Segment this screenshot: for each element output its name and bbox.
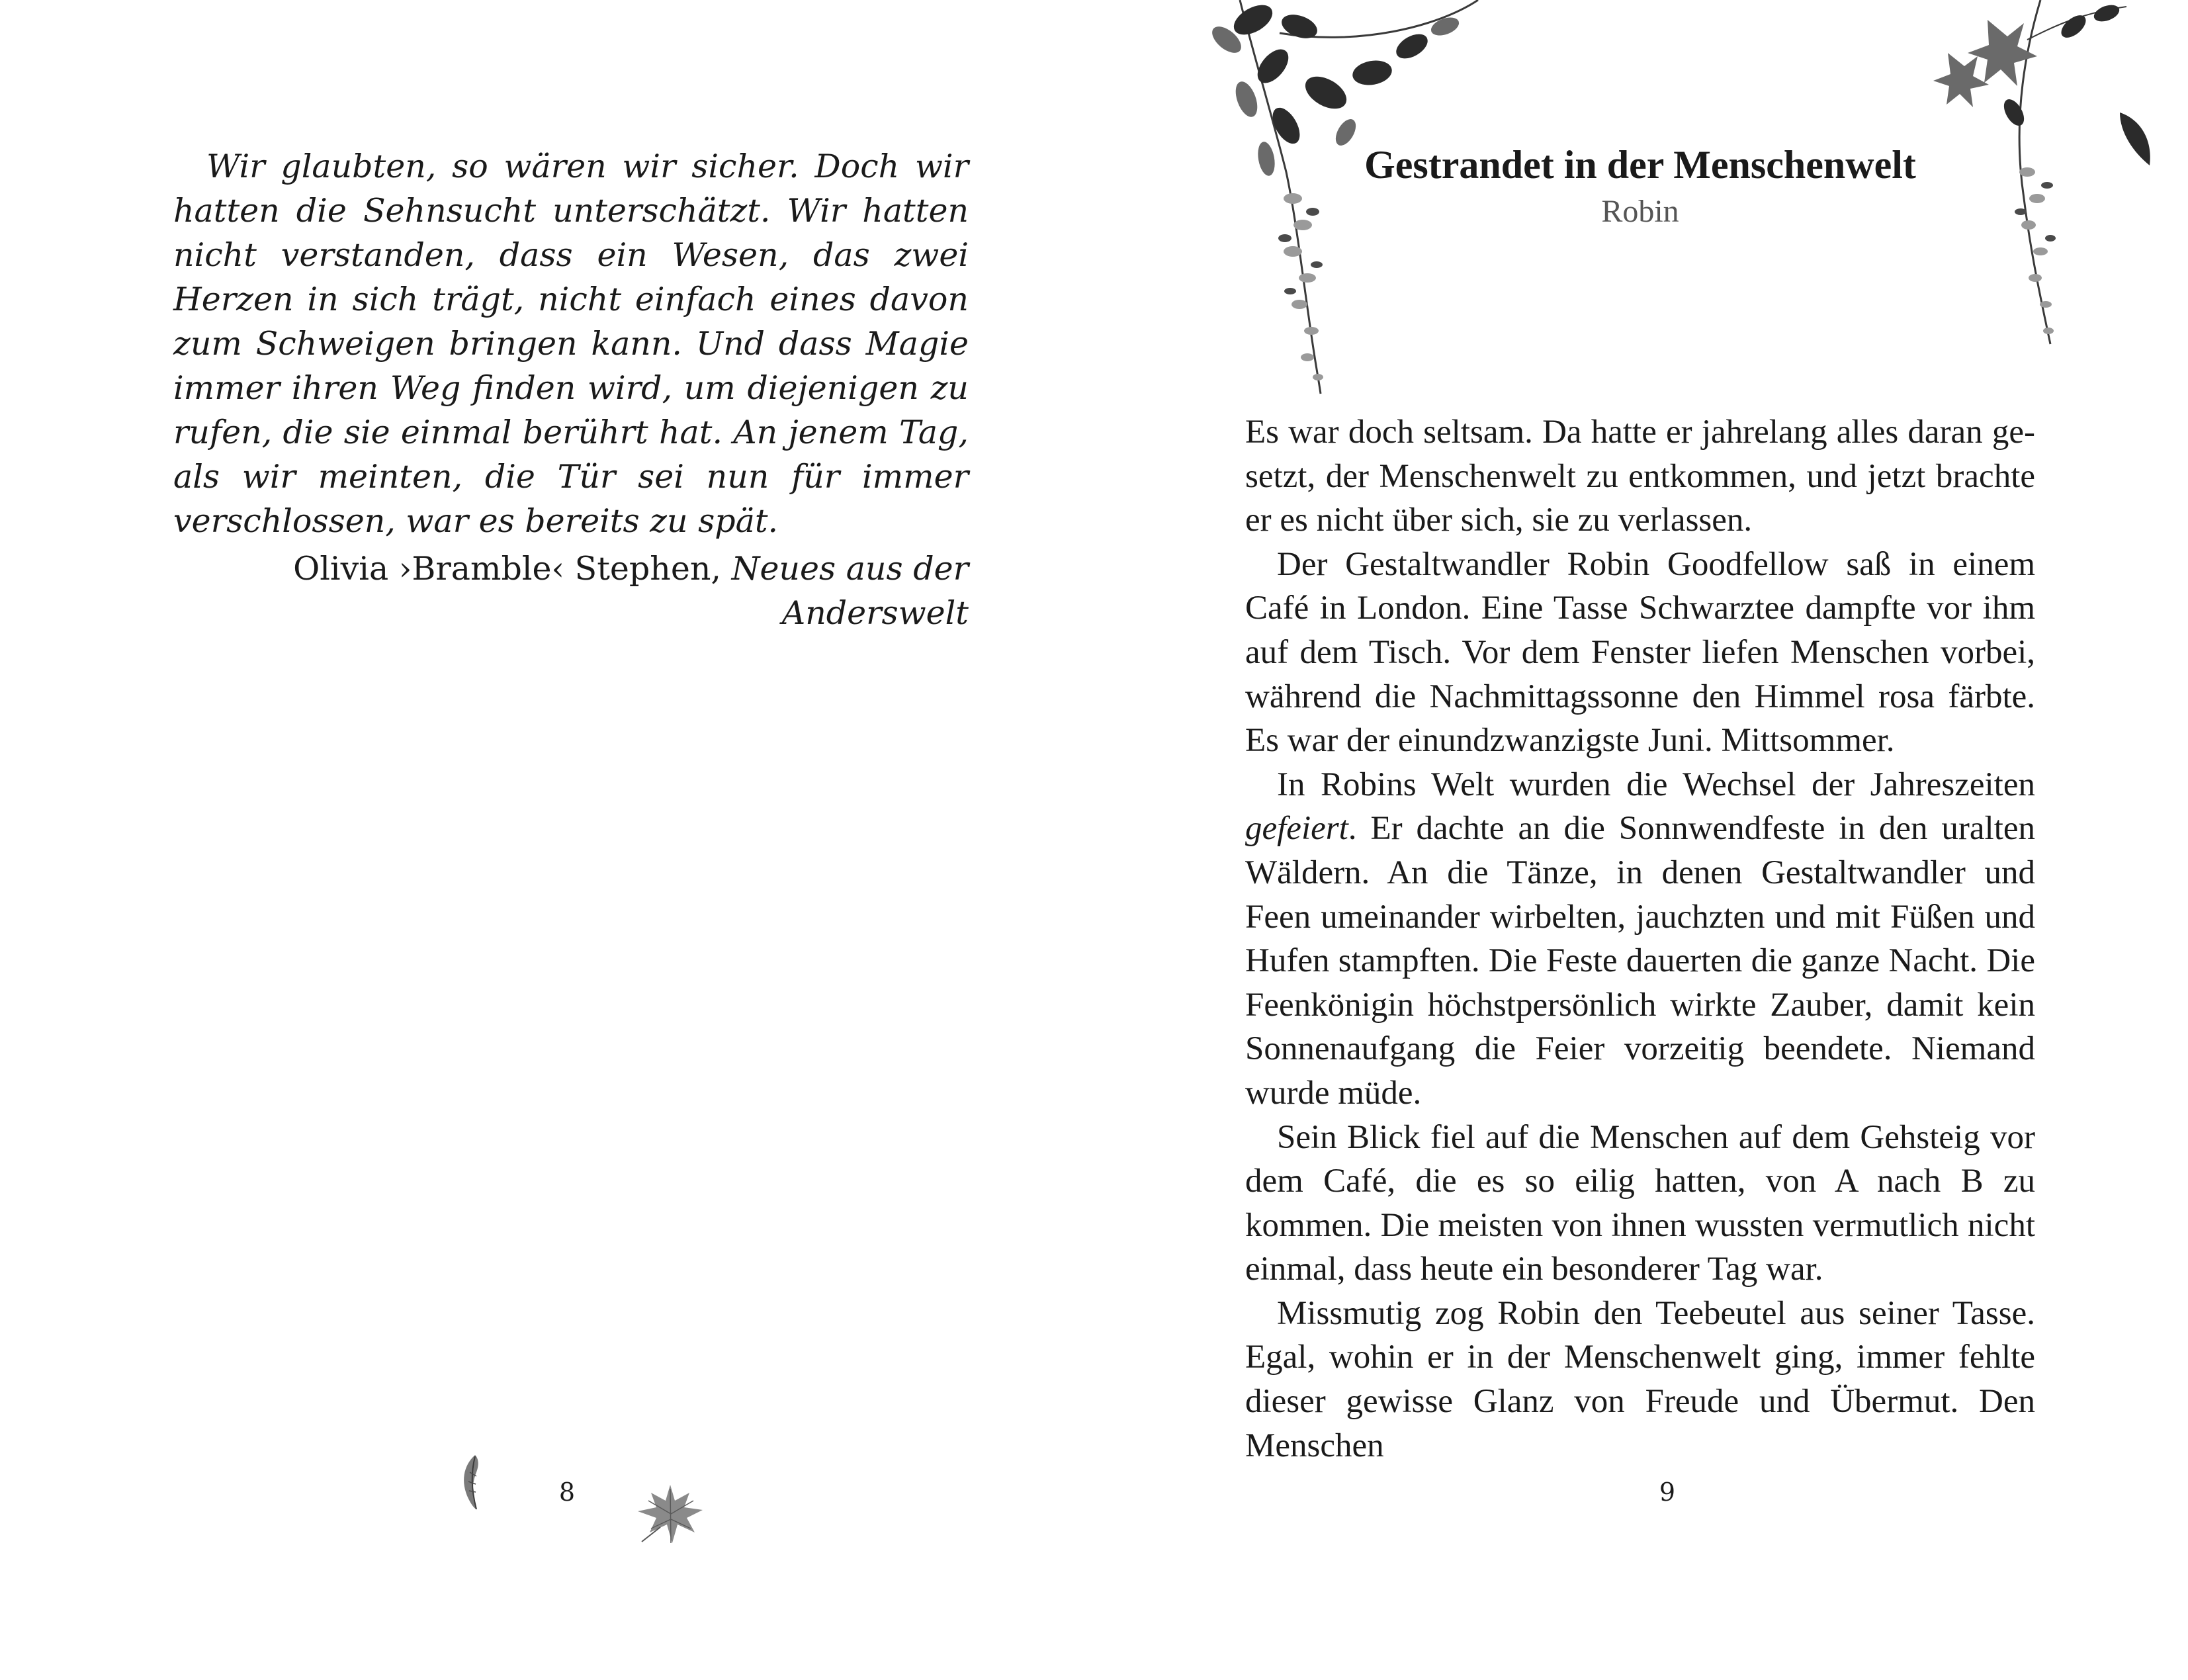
maple-leaf-icon <box>634 1481 707 1547</box>
paragraph-3-punct: . <box>1348 810 1357 848</box>
paragraph-5: Missmutig zog Robin den Teebeutel aus seiner Tasse. Egal, wohin er in der Menschenwelt ging, immer fehlte dieser gewisse Glanz von Freude und Übermut. Den Menschen <box>1245 1294 2035 1464</box>
page-number-right: 9 <box>1659 1478 1676 1507</box>
attribution-work: Neues aus der Anderswelt <box>731 550 969 632</box>
epigraph-attribution <box>173 547 969 635</box>
paragraph-2: Der Gestaltwandler Robin Goodfellow saß in einem Café in London. Eine Tasse Schwarztee dampfte vor ihm auf dem Tisch. Vor dem Fenster liefen Menschen vorbei, während die Nachmittagssonne den Himmel rosa färbte. Es war der einundzwanzigste Juni. Mittsommer. <box>1245 545 2035 760</box>
feather-ornament-icon <box>457 1452 490 1512</box>
chapter-title: Gestrandet in der Menschenwelt <box>1364 143 1916 187</box>
paragraph-3-emphasis: gefeiert <box>1245 810 1348 848</box>
paragraph-1: Es war doch seltsam. Da hatte er jahrelang alles daran gesetzt, der Menschenwelt zu entkommen, und jetzt brachte er es nicht über sich, sie zu verlassen. <box>1245 414 2035 539</box>
page-number-left: 8 <box>558 1478 576 1507</box>
epigraph: Wir glaubten, so wären wir sicher. Doch wir hatten die Sehnsucht unterschätzt. Wir hatten nicht verstanden, dass ein Wesen, das zwei Herzen in sich trägt, nicht einfach eines davon zum Schweigen bringen kann. Und dass Magie immer ihren Weg finden wird, um diejenigen zu rufen, die sie einmal berührt hat. An jenem Tag, als wir meinten, die Tür sei nun für immer verschlossen, war es bereits zu spät. <box>173 148 969 540</box>
right-page <box>1094 0 2188 1680</box>
attribution-author: Olivia ›Bramble‹ Stephen, <box>293 550 721 588</box>
chapter-subtitle: Robin <box>1601 194 1679 229</box>
chapter-body <box>1245 410 2035 1468</box>
paragraph-4: Sein Blick fiel auf die Menschen auf dem Gehsteig vor dem Café, die es so eilig hatten, von A nach B zu kommen. Die meisten von ihnen wussten vermutlich nicht einmal, dass heute ein besonderer Tag war. <box>1245 1118 2035 1288</box>
paragraph-3-lead: In Robins Welt wurden die Wechsel der Jahreszeiten <box>1277 766 2035 803</box>
paragraph-3-rest: Er dachte an die Sonnwendfeste in den uralten Wäldern. An die Tänze, in denen Gestaltwandler und Feen umeinander wirbelten, jauchzten und mit Füßen und Hufen stampften. Die Feste dauerten die ganze Nacht. Die Feenkönigin höchstpersönlich wirkte Zauber, damit kein Sonnenaufgang die Feier vorzeitig beendete. Niemand wurde müde. <box>1245 810 2035 1112</box>
paragraph-3 <box>1245 763 2035 1116</box>
